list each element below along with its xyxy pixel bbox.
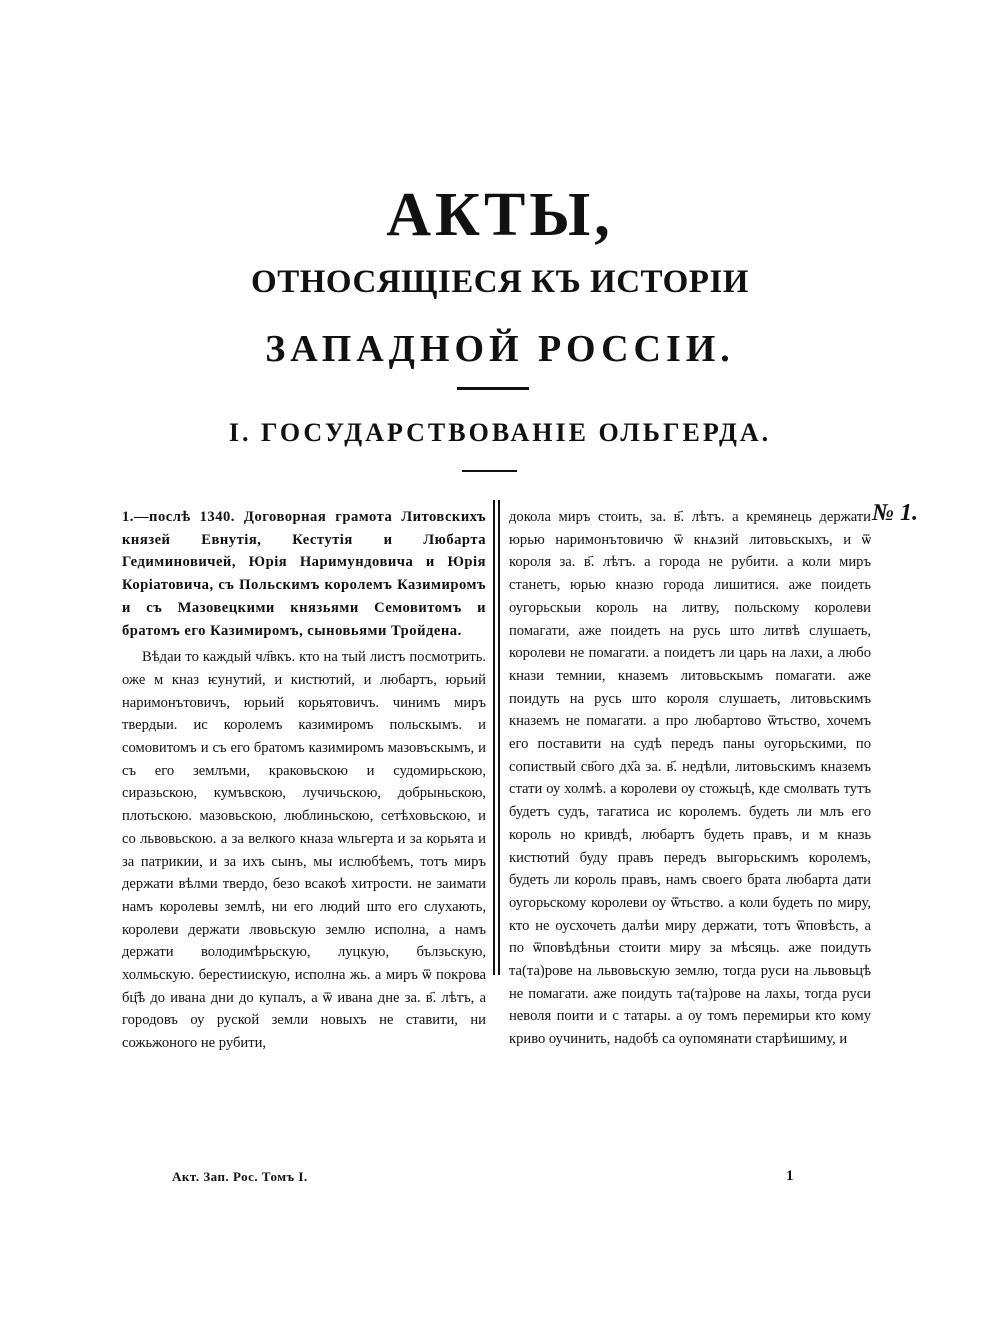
- page-subtitle-line1: ОТНОСЯЩІЕСЯ КЪ ИСТОРІИ: [251, 264, 749, 300]
- entry-heading: 1.—послѣ 1340. Договорная грамота Литовскихъ князей Евнутія, Кестутія и Любарта Гедиминовичей, Юрія Наримундовича и Юрія Коріатовича, съ Польскимъ королемъ Казимиромъ и съ Мазовецкими князьями Семовитомъ и братомъ его Казимиромъ, сыновьями Тройдена.: [122, 509, 486, 639]
- page-subtitle-line2: ЗАПАДНОЙ РОССІИ.: [265, 328, 735, 370]
- right-column-text: докола миръ стоить, за. в҃. лѣтъ. а кремянець держати юрью наримонътовичю ѿ кнѧзий литовьскыхъ, и ѿ короля за. в҃. лѣтъ. а города не рубити. а коли миръ станетъ, юрью кназю города лишитися. аже поидеть оугорьскыи король на литву, польскому королеви помагати, аже поидеть на русь што литвѣ слушаеть, королеви не помагати. а поидетъ ли царь на лахи, а любо кнази темнии, кназемъ литовьскымъ помагати. аже поидуть на русь што короля слушаеть, литовьскимъ кназемъ не помагати. а про любартово ѿтьство, хочемъ его поставити на судѣ передъ паны оугорьскими, по сопиствый св҃ого дх҃а за. в҃. недѣли, литовьскимъ кназемъ стати оу холмѣ. а королеви оу стожьцѣ, кде смолвать тутъ будетъ судъ, тагатиса ис королемъ. будеть ли млъ его король но кривдѣ, любартъ будеть правъ, и м кназь кистютий буду правъ передъ выгорьскимъ королемъ, будеть ли король правъ, намъ своего брата любарта дати оугорьскому королеви оу ѿтьство. а коли будеть по миру, кто не оусхочеть далѣи миру держати, тотъ ѿповѣсть, а по ѿповѣдѣньи стоити миру за мѣсяць. аже поидуть та(та)рове на львовьскую землю, тогда руси на львовьцѣ не помагати. аже поидуть та(та)рове на лахы, тогда руси неволя поити и с татары. а оу томъ перемирьи кто кому криво оучинить, надобѣ са оупомянати старѣишиму, и: [509, 509, 871, 1048]
- section-title: I. ГОСУДАРСТВОВАНІЕ ОЛЬГЕРДА.: [228, 418, 772, 447]
- right-column: [509, 506, 871, 1051]
- left-column-text: Вѣдаи то каждый чл҃вкъ. кто на тый листъ посмотрить. оже м кназ ѥунутий, и кистютий, и любартъ, юрьий наримонътовичъ, юрьий корьятовичъ. чинимъ миръ твердыи. ис королемъ казимиромъ польскымъ. и сомовитомъ и съ его братомъ казимиромъ мазовъскымъ, и съ его землъми, краковьскою и судомирьскою, сиразьскою, кумъвскою, лучичьскою, добрыньскою, плотьскою. мазовьскою, люблиньскою, сетѣховьскою, и со львовьскою. а за велкого кназа ѡльгерта и за корьята и за патрикии, и за ихъ сынъ, мы ислюбѣемъ, тотъ миръ держати вѣлми твердо, безо всакоѣ хитрости. не заимати намъ королевы землѣ, ни его людий што его слухають, королеви держати лвовьскую землю исполна, а намъ держати володимѣрьскую, луцкую, бълзьскую, холмьскую. берестиискую, исполна жь. а миръ ѿ покрова бц҃ѣ до ивана дни до купалъ, а ѿ ивана дне за. в҃. лѣтъ, а городовъ оу руской земли новыхъ не ставити, ни сожьжоного не рубити,: [122, 649, 486, 1052]
- column-divider-line: [493, 500, 495, 975]
- title-divider: [457, 387, 529, 390]
- document-number: № 1.: [872, 500, 918, 526]
- footer-sheet-number: 1: [786, 1168, 794, 1184]
- page-title: АКТЫ,: [386, 181, 614, 249]
- left-column: [122, 506, 486, 1055]
- footer-signature: Акт. Зап. Рос. Томъ I.: [172, 1169, 308, 1184]
- section-divider: [462, 470, 517, 472]
- column-divider-line: [498, 500, 500, 975]
